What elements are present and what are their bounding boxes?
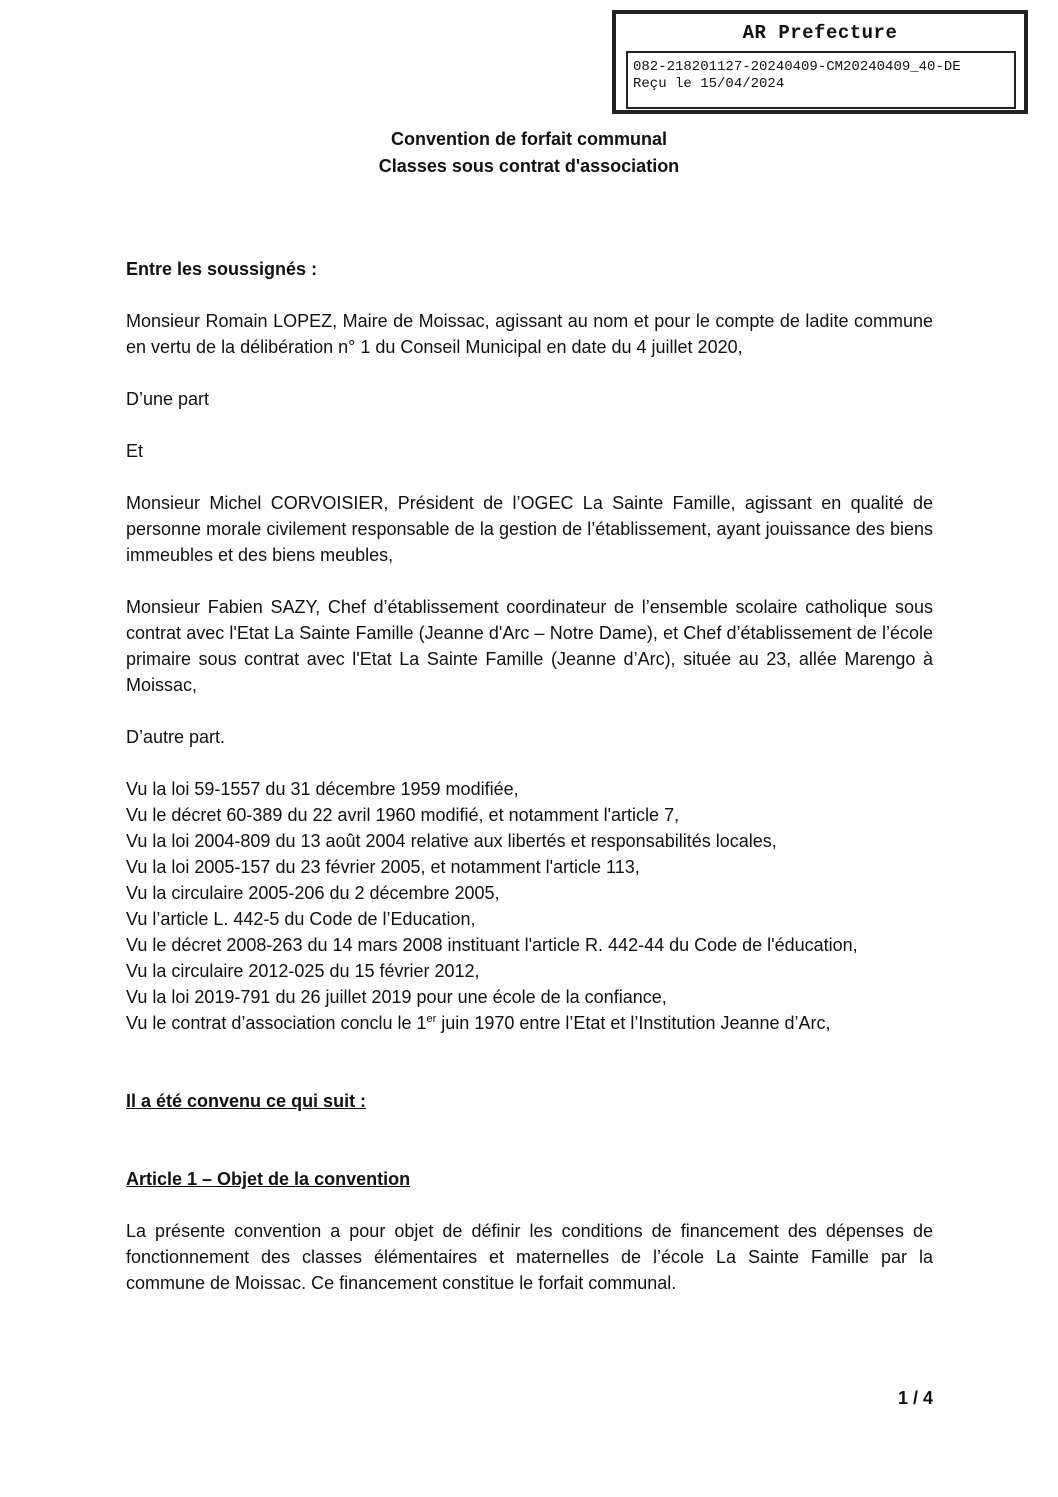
between-heading: Entre les soussignés : [126,259,318,279]
ordinal-superscript: er [426,1013,437,1025]
legal-reference-item-contract [126,1010,933,1036]
legal-reference-item: Vu la loi 2004-809 du 13 août 2004 relative aux libertés et responsabilités locales, [126,831,777,851]
legal-reference-item: Vu la loi 2005-157 du 23 février 2005, et notamment l'article 113, [126,857,640,877]
legal-reference-item: Vu le décret 2008-263 du 14 mars 2008 instituant l'article R. 442-44 du Code de l'éducation, [126,935,858,955]
title-line-2: Classes sous contrat d'association [378,156,680,176]
contract-text-start: Vu le contrat d’association conclu le 1 [126,1013,427,1033]
stamp-reference: 082-218201127-20240409-CM20240409_40-DE [633,59,961,75]
legal-reference-item: Vu la loi 2019-791 du 26 juillet 2019 pour une école de la confiance, [126,987,667,1007]
document-title [0,126,1058,180]
legal-reference-item: Vu l’article L. 442-5 du Code de l’Education, [126,909,476,929]
legal-reference-item: Vu la loi 59-1557 du 31 décembre 1959 modifiée, [126,779,519,799]
party-mayor: Monsieur Romain LOPEZ, Maire de Moissac, agissant au nom et pour le compte de ladite commune en vertu de la délibération n° 1 du Conseil Municipal en date du 4 juillet 2020, [126,311,933,357]
one-part-label: D’une part [126,389,210,409]
article-1-text: La présente convention a pour objet de définir les conditions de financement des dépenses de fonctionnement des classes élémentaires et maternelles de l’école La Sainte Famille par la commune de Moissac. Ce financement constitue le forfait communal. [126,1221,933,1293]
stamp-title: AR Prefecture [742,22,898,44]
page-number: 1 / 4 [897,1388,933,1408]
article-1-title: Article 1 – Objet de la convention [126,1169,411,1189]
legal-references [126,776,933,1036]
stamp-received-date: Reçu le 15/04/2024 [633,76,785,92]
title-line-1: Convention de forfait communal [390,129,667,149]
legal-reference-item: Vu la circulaire 2012-025 du 15 février 2012, [126,961,480,981]
contract-text-end: juin 1970 entre l’Etat et l’Institution Jeanne d’Arc, [436,1013,831,1033]
document-body [126,256,933,1296]
legal-reference-item: Vu le décret 60-389 du 22 avril 1960 modifié, et notamment l'article 7, [126,805,680,825]
and-label: Et [126,441,144,461]
party-ogec-president: Monsieur Michel CORVOISIER, Président de l’OGEC La Sainte Famille, agissant en qualité de personne morale civilement responsable de la gestion de l’établissement, ayant jouissance des biens immeubles et des biens meubles, [126,493,933,565]
legal-reference-item: Vu la circulaire 2005-206 du 2 décembre 2005, [126,883,500,903]
agreed-heading: Il a été convenu ce qui suit : [126,1091,367,1111]
party-school-head: Monsieur Fabien SAZY, Chef d’établissement coordinateur de l’ensemble scolaire catholique sous contrat avec l'Etat La Sainte Famille (Jeanne d'Arc – Notre Dame), et Chef d’établissement de l’école primaire sous contrat avec l'Etat La Sainte Famille (Jeanne d’Arc), située au 23, allée Marengo à Moissac, [126,597,933,695]
stamp-details [626,51,1016,109]
other-part-label: D’autre part. [126,727,226,747]
prefecture-stamp [612,10,1028,114]
